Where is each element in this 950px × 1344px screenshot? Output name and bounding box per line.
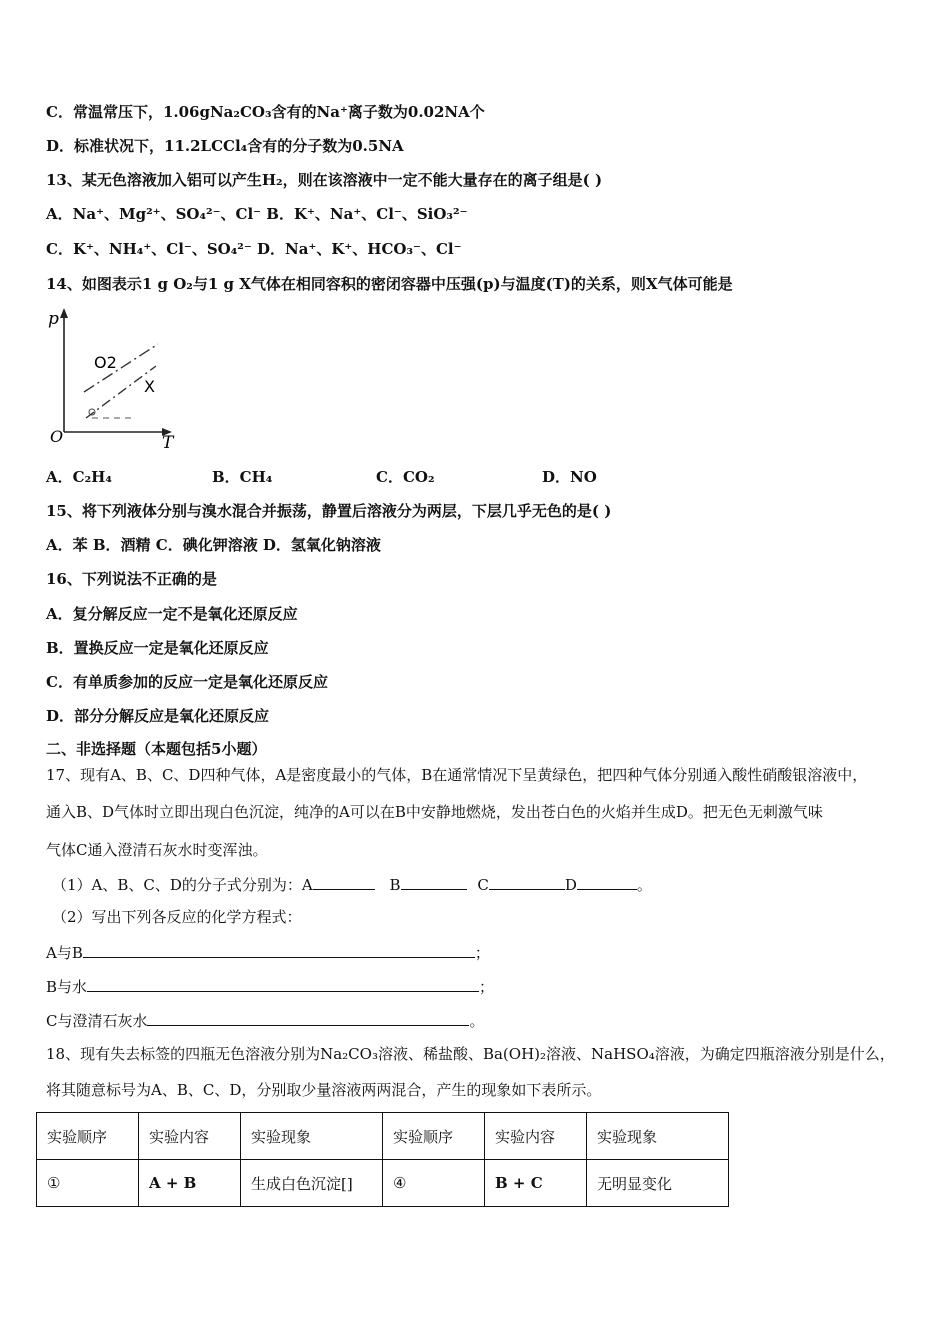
table-cell: B + C [485, 1160, 587, 1207]
q17-equation-1 [46, 942, 490, 963]
table-row [37, 1160, 729, 1207]
q14-option-d: D．NO [542, 468, 597, 486]
q14-option-b: B．CH₄ [212, 468, 273, 486]
q14-option-a: A．C₂H₄ [46, 468, 112, 486]
q17-paragraph-3: 气体C通入澄清石灰水时变浑浊。 [46, 841, 268, 859]
table-cell: ④ [383, 1160, 485, 1207]
equation-2-end: ； [479, 978, 495, 996]
y-axis-arrow [60, 308, 68, 318]
header-cell: 实验顺序 [37, 1113, 139, 1160]
q13-options-cd: C．K⁺、NH₄⁺、Cl⁻、SO₄²⁻ D．Na⁺、K⁺、HCO₃⁻、Cl⁻ [46, 240, 462, 258]
q17-sub1-label: （1）A、B、C、D的分子式分别为： [52, 876, 302, 894]
equation-2-blank[interactable] [87, 976, 479, 992]
q13-stem: 13、某无色溶液加入铝可以产生H₂，则在该溶液中一定不能大量存在的离子组是( ) [46, 171, 603, 189]
q14-options [46, 466, 666, 488]
q17-paragraph-1: 17、现有A、B、C、D四种气体，A是密度最小的气体，B在通常情况下呈黄绿色，把四种气体分别通入酸性硝酸银溶液中， [46, 766, 868, 784]
blank-b[interactable] [401, 874, 467, 890]
equation-1-label: A与B [46, 944, 83, 962]
q17-sub1 [52, 874, 652, 895]
q16-option-d: D．部分分解反应是氧化还原反应 [46, 707, 270, 725]
q17-equation-2 [46, 976, 494, 997]
q17-paragraph-2: 通入B、D气体时立即出现白色沉淀，纯净的A可以在B中安静地燃烧，发出苍白色的火焰并生成D。把无色无刺激气味 [46, 803, 823, 821]
q12-option-c: C．常温常压下，1.06gNa₂CO₃含有的Na⁺离子数为0.02NA个 [46, 103, 485, 121]
q18-paragraph-1: 18、现有失去标签的四瓶无色溶液分别为Na₂CO₃溶液、稀盐酸、Ba(OH)₂溶液、NaHSO₄溶液，为确定四瓶溶液分别是什么， [46, 1045, 895, 1063]
section-heading: 二、非选择题（本题包括5小题） [46, 740, 267, 758]
blank-label-c: C [477, 876, 489, 894]
q13-options-ab: A．Na⁺、Mg²⁺、SO₄²⁻、Cl⁻ B．K⁺、Na⁺、Cl⁻、SiO₃²⁻ [46, 205, 468, 223]
header-cell: 实验现象 [241, 1113, 383, 1160]
q16-option-b: B．置换反应一定是氧化还原反应 [46, 639, 269, 657]
origin-label: O [50, 427, 64, 446]
header-cell: 实验内容 [485, 1113, 587, 1160]
equation-2-label: B与水 [46, 978, 88, 996]
blank-a[interactable] [313, 874, 375, 890]
q14-stem: 14、如图表示1 g O₂与1 g X气体在相同容积的密闭容器中压强(p)与温度(T)的关系，则X气体可能是 [46, 275, 733, 293]
equation-1-blank[interactable] [83, 942, 475, 958]
x-axis-label: T [162, 433, 174, 453]
q17-equation-3 [46, 1010, 485, 1031]
equation-1-end: ； [474, 944, 490, 962]
table-cell: A + B [139, 1160, 241, 1207]
q17-sub1-end: 。 [636, 876, 652, 894]
header-cell: 实验顺序 [383, 1113, 485, 1160]
blank-label-b: B [389, 876, 401, 894]
q15-stem: 15、将下列液体分别与溴水混合并振荡，静置后溶液分为两层，下层几乎无色的是( ) [46, 502, 612, 520]
q16-option-c: C．有单质参加的反应一定是氧化还原反应 [46, 673, 328, 691]
equation-3-label: C与澄清石灰水 [46, 1012, 148, 1030]
q12-option-d: D．标准状况下，11.2LCCl₄含有的分子数为0.5NA [46, 137, 404, 155]
equation-3-blank[interactable] [147, 1010, 469, 1026]
blank-d[interactable] [577, 874, 637, 890]
q14-option-c: C．CO₂ [376, 468, 435, 486]
pressure-temperature-graph [46, 306, 186, 456]
experiment-table [36, 1112, 729, 1207]
o2-line-label: O2 [94, 353, 117, 372]
equation-3-end: 。 [469, 1012, 485, 1030]
blank-label-d: D [564, 876, 577, 894]
blank-label-a: A [301, 876, 313, 894]
table-header-row [37, 1113, 729, 1160]
q15-options: A．苯 B．酒精 C．碘化钾溶液 D．氢氧化钠溶液 [46, 536, 381, 554]
q17-sub2: （2）写出下列各反应的化学方程式： [52, 908, 302, 926]
table-cell: ① [37, 1160, 139, 1207]
y-axis-label: p [48, 309, 59, 329]
q18-paragraph-2: 将其随意标号为A、B、C、D，分别取少量溶液两两混合，产生的现象如下表所示。 [46, 1081, 602, 1099]
table-cell: 无明显变化 [587, 1160, 729, 1207]
x-gas-line-label: X [144, 377, 155, 396]
header-cell: 实验内容 [139, 1113, 241, 1160]
q16-option-a: A．复分解反应一定不是氧化还原反应 [46, 605, 298, 623]
header-cell: 实验现象 [587, 1113, 729, 1160]
table-cell: 生成白色沉淀[] [241, 1160, 383, 1207]
blank-c[interactable] [489, 874, 565, 890]
q16-stem: 16、下列说法不正确的是 [46, 570, 217, 588]
